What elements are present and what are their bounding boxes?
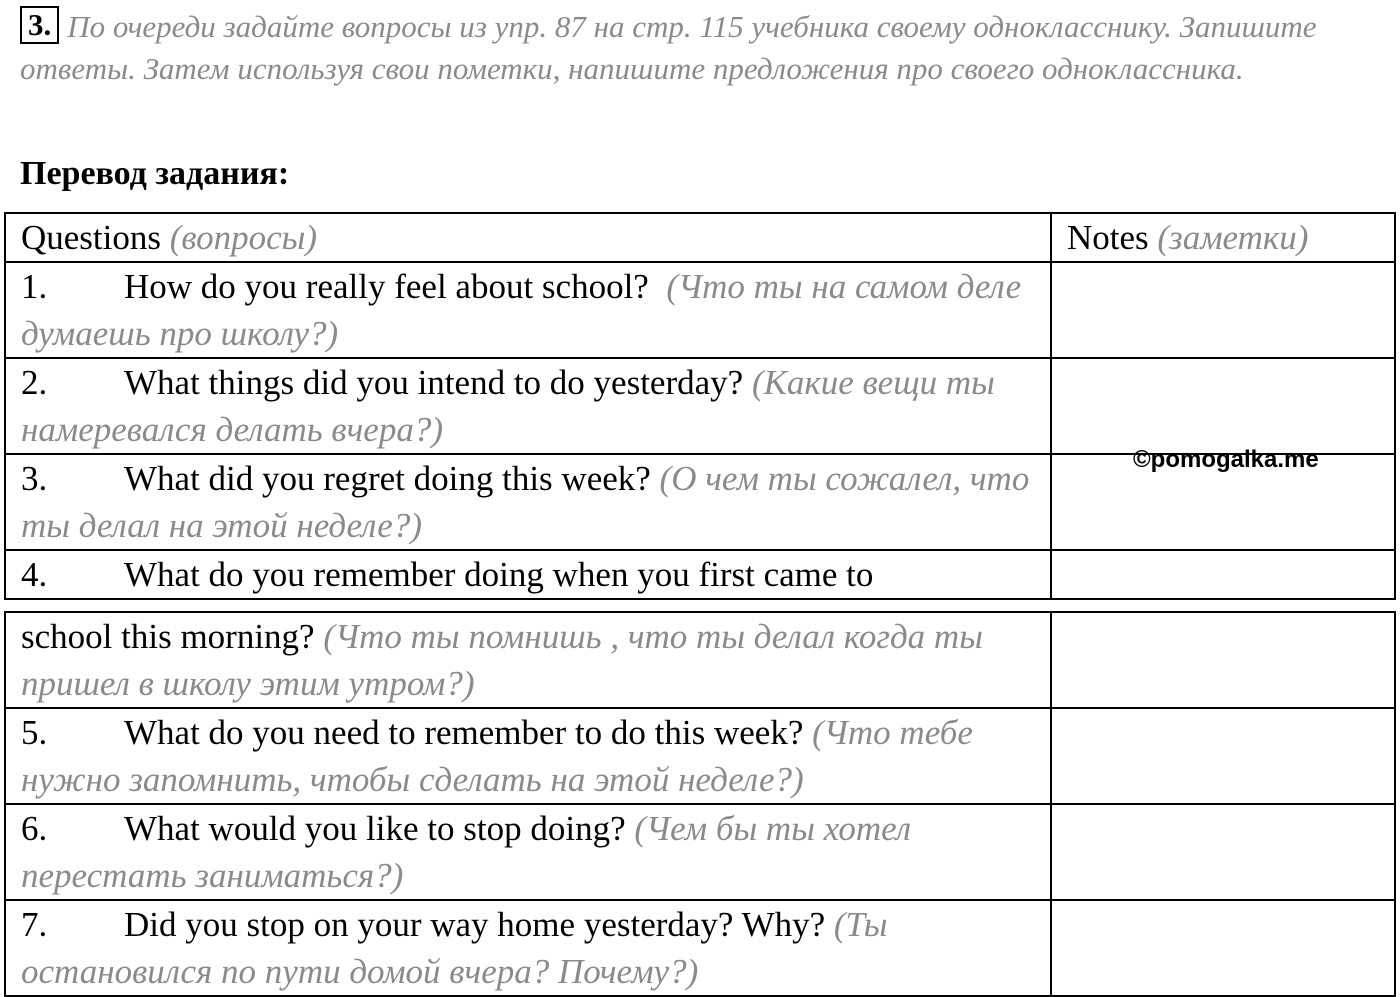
questions-header: Questions bbox=[21, 218, 161, 257]
table-row bbox=[5, 358, 1395, 454]
table-row bbox=[5, 900, 1395, 996]
table-row bbox=[5, 612, 1395, 708]
task-text: По очереди задайте вопросы из упр. 87 на стр. 115 учебника своему однокласснику. Запишите ответы. Затем используя свои пометки, напишите предложения про своего одноклассника. bbox=[20, 9, 1317, 86]
questions-table-part-2 bbox=[4, 611, 1396, 997]
notes-cell[interactable] bbox=[1051, 262, 1395, 358]
question-translation: (Чем бы ты хотел перестать заниматься?) bbox=[21, 809, 912, 895]
questions-table-part-1 bbox=[4, 212, 1396, 600]
question-translation: (Что ты на самом деле думаешь про школу?) bbox=[21, 267, 1022, 353]
question-text: What do you remember doing when you first came to bbox=[124, 555, 874, 594]
question-number: 1. bbox=[21, 267, 48, 306]
watermark: ©pomogalka.me bbox=[1133, 446, 1319, 473]
notes-cell[interactable] bbox=[1051, 900, 1395, 996]
notes-header-ru: (заметки) bbox=[1157, 218, 1309, 257]
question-cell bbox=[5, 612, 1051, 708]
question-text: What would you like to stop doing? bbox=[124, 809, 626, 848]
question-text: Did you stop on your way home yesterday? Why? bbox=[124, 905, 826, 944]
questions-header-ru: (вопросы) bbox=[169, 218, 318, 257]
question-text: What did you regret doing this week? bbox=[124, 459, 651, 498]
question-cell bbox=[5, 454, 1051, 550]
task-instruction bbox=[20, 6, 1390, 90]
question-cell bbox=[5, 550, 1051, 599]
question-text: How do you really feel about school? bbox=[124, 267, 649, 306]
question-cell bbox=[5, 804, 1051, 900]
notes-cell[interactable] bbox=[1051, 708, 1395, 804]
question-translation: (Что ты помнишь , что ты делал когда ты пришел в школу этим утром?) bbox=[21, 617, 983, 703]
question-number: 5. bbox=[21, 713, 48, 752]
question-translation: (О чем ты сожалел, что ты делал на этой неделе?) bbox=[21, 459, 1030, 545]
question-number: 6. bbox=[21, 809, 48, 848]
notes-header-cell bbox=[1051, 213, 1395, 262]
table-row bbox=[5, 804, 1395, 900]
question-cell bbox=[5, 358, 1051, 454]
question-number: 3. bbox=[21, 459, 48, 498]
table-row bbox=[5, 550, 1395, 599]
question-cell bbox=[5, 262, 1051, 358]
task-number: 3. bbox=[20, 6, 59, 44]
translation-heading: Перевод задания: bbox=[20, 155, 290, 192]
notes-cell[interactable] bbox=[1051, 550, 1395, 599]
question-text: What do you need to remember to do this week? bbox=[124, 713, 804, 752]
table-row bbox=[5, 708, 1395, 804]
questions-header-cell bbox=[5, 213, 1051, 262]
question-number: 2. bbox=[21, 363, 48, 402]
question-number: 7. bbox=[21, 905, 48, 944]
notes-cell[interactable] bbox=[1051, 612, 1395, 708]
question-text: What things did you intend to do yesterday? bbox=[124, 363, 744, 402]
table-row bbox=[5, 262, 1395, 358]
table-header-row bbox=[5, 213, 1395, 262]
notes-cell[interactable] bbox=[1051, 804, 1395, 900]
question-translation: (Ты остановился по пути домой вчера? Почему?) bbox=[21, 905, 888, 991]
question-cell bbox=[5, 708, 1051, 804]
question-translation: (Что тебе нужно запомнить, чтобы сделать на этой неделе?) bbox=[21, 713, 973, 799]
question-cell bbox=[5, 900, 1051, 996]
notes-cell[interactable] bbox=[1051, 358, 1395, 454]
question-text: school this morning? bbox=[21, 617, 315, 656]
notes-header: Notes bbox=[1067, 218, 1149, 257]
question-translation: (Какие вещи ты намеревался делать вчера?) bbox=[21, 363, 995, 449]
question-number: 4. bbox=[21, 555, 48, 594]
